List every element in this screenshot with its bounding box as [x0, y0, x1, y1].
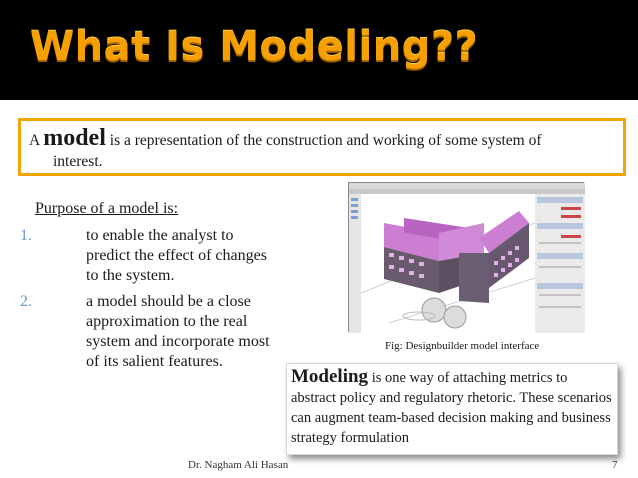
purpose-item-number: 2.	[20, 293, 32, 310]
figure-caption: Fig: Designbuilder model interface	[385, 340, 540, 352]
purpose-heading: Purpose of a model is:	[35, 200, 179, 217]
building-model-image	[349, 183, 585, 333]
purpose-item-text: a model should be a close approximation to the real system and incorporate most of its salient features.	[86, 293, 270, 370]
callout-body: is one way of attaching metrics to abstract policy and regulatory rhetoric. These scenarios can augment team-based decision making and business strategy formulation	[291, 370, 612, 446]
footer-author: Dr. Nagham Ali Hasan	[188, 459, 289, 471]
definition-line-2: interest.	[53, 153, 103, 170]
title-bar	[0, 0, 638, 100]
page-number: 7	[612, 459, 618, 471]
callout-text	[291, 367, 615, 448]
callout-term: Modeling	[291, 366, 369, 387]
definition-box	[18, 118, 626, 176]
purpose-item-number: 1.	[20, 227, 32, 244]
purpose-item-text: to enable the analyst to predict the effect of changes to the system.	[86, 227, 267, 284]
definition-line-1	[29, 125, 542, 152]
slide-title: What Is Modeling??	[30, 24, 479, 70]
callout-box	[286, 363, 618, 455]
definition-term: model	[43, 125, 106, 151]
definition-prefix: A	[29, 132, 44, 149]
definition-rest: is a representation of the construction and working of some system of	[105, 132, 542, 149]
designbuilder-screenshot	[348, 182, 584, 332]
